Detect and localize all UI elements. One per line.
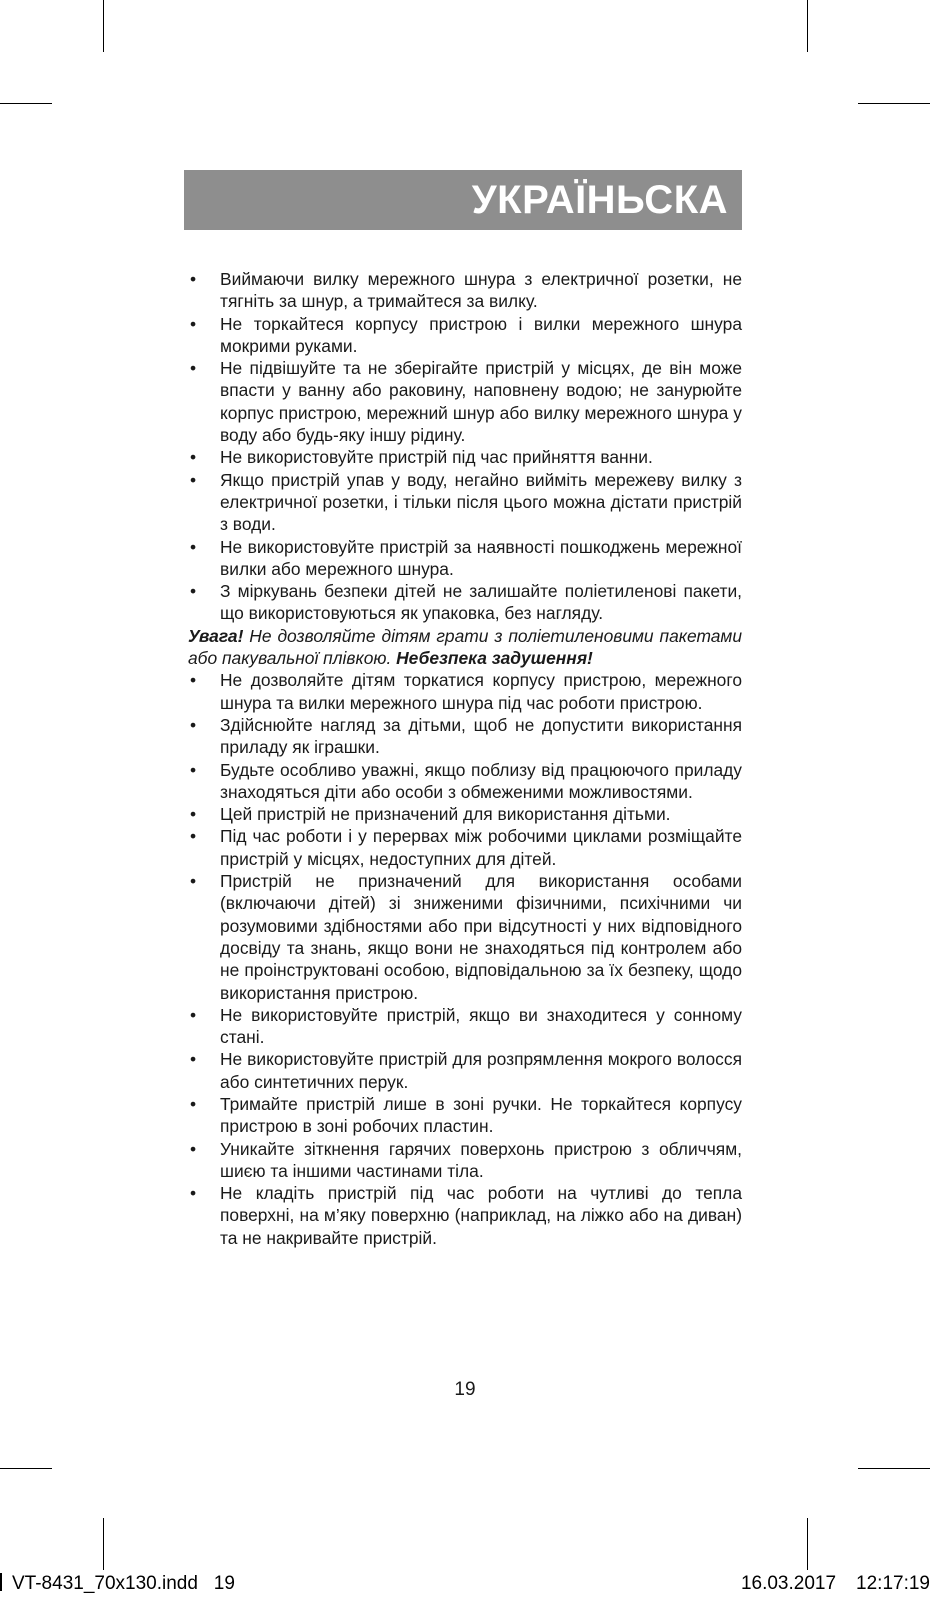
list-item-text: Уникайте зіткнення гарячих поверхонь пристрою з обличчям, шиєю та іншими частинами тіла.: [220, 1138, 742, 1181]
list-item-text: Не використовуйте пристрій за наявності пошкоджень мережної вилки або мережного шнура.: [220, 536, 742, 579]
list-item: [188, 825, 742, 870]
warning-label: Увага!: [188, 625, 244, 646]
bullet-icon: •: [190, 469, 197, 490]
list-item-text: Виймаючи вилку мережного шнура з електричної розетки, не тягніть за шнур, а тримайтеся за вилку.: [220, 269, 742, 312]
slug-date: 16.03.2017: [740, 1573, 837, 1594]
list-item: [188, 1182, 742, 1249]
list-item: [188, 268, 742, 313]
bullet-icon: •: [190, 670, 197, 691]
warning-emphasis: Небезпека задушення!: [396, 648, 593, 669]
warning-paragraph: [188, 625, 742, 670]
list-item-text: Під час роботи і у перервах між робочими циклами розміщайте пристрій у місцях, недоступних для дітей.: [220, 826, 742, 869]
list-item-text: Цей пристрій не призначений для використання дітьми.: [220, 804, 671, 825]
bullet-icon: •: [190, 358, 197, 379]
list-item: [188, 669, 742, 714]
slug-filename: VT-8431_70x130.indd: [12, 1573, 198, 1594]
list-item: [188, 580, 742, 625]
bullet-icon: •: [190, 1093, 197, 1114]
list-item: [188, 313, 742, 358]
print-slug-datetime: [741, 1572, 930, 1596]
safety-list-after-warning: [188, 669, 742, 1249]
list-item-text: Не використовуйте пристрій, якщо ви знаходитеся у сонному стані.: [220, 1004, 742, 1048]
safety-list-before-warning: [188, 268, 742, 625]
list-item-text: Не використовуйте пристрій для розпрямлення мокрого волосся або синтетичних перук.: [220, 1049, 742, 1092]
list-item: [188, 1093, 742, 1138]
list-item: [188, 446, 742, 468]
print-slug-file: [0, 1572, 235, 1596]
list-item-text: З міркувань безпеки дітей не залишайте поліетиленові пакети, що використовуються як упаковка, без нагляду.: [220, 581, 742, 624]
bullet-icon: •: [190, 871, 197, 892]
list-item-text: Якщо пристрій упав у воду, негайно вийміть мережеву вилку з електричної розетки, і тільки після цього можна дістати пристрій з води.: [220, 469, 742, 535]
crop-mark-top-left-horizontal: [0, 103, 52, 104]
list-item: [188, 1048, 742, 1093]
bullet-icon: •: [190, 759, 197, 780]
list-item: [188, 1138, 742, 1183]
list-item-text: Не дозволяйте дітям торкатися корпусу пристрою, мережного шнура та вилки мережного шнура під час роботи пристрою.: [220, 670, 742, 713]
language-header-band: [184, 170, 742, 230]
language-title: УКРАЇНЬСКА: [471, 178, 728, 222]
bullet-icon: •: [190, 1138, 197, 1159]
list-item: [188, 714, 742, 759]
crop-mark-bottom-right-vertical: [807, 1518, 808, 1570]
slug-time: 12:17:19: [856, 1573, 930, 1594]
list-item-text: Здійснюйте нагляд за дітьми, щоб не допустити використання приладу як іграшки.: [220, 714, 742, 758]
bullet-icon: •: [190, 1183, 197, 1204]
list-item-text: Не підвішуйте та не зберігайте пристрій у місцях, де він може впасти у ванну або раковину, наповнену водою; не занурюйте корпус пристрою, мережний шнур або вилку мережного шнура у воду або будь-яку іншу рідину.: [220, 358, 742, 446]
list-item-text: Не використовуйте пристрій під час прийняття ванни.: [220, 447, 653, 468]
bullet-icon: •: [190, 269, 197, 289]
warning-text: Не дозволяйте дітям грати з поліетиленовими пакетами або пакувальної плівкою.: [188, 625, 742, 669]
crop-mark-top-right-vertical: [807, 0, 808, 52]
bullet-icon: •: [190, 581, 197, 602]
bullet-icon: •: [190, 313, 197, 334]
list-item-text: Пристрій не призначений для використання особами (включаючи дітей) зі зниженими фізичними, психічними чи розумовими здібностями або при відсутності у них відповідного досвіду та знань, якщо вони не знаходяться під контролем або не проінструктовані особою, відповідальною за їх безпеку, щодо використання пристрою.: [220, 871, 742, 1003]
list-item: [188, 469, 742, 536]
bullet-icon: •: [190, 714, 197, 735]
slug-mark: [0, 1573, 2, 1591]
list-item: [188, 536, 742, 581]
bullet-icon: •: [190, 826, 197, 847]
crop-mark-top-left-vertical: [103, 0, 104, 52]
slug-page: 19: [213, 1573, 235, 1594]
crop-mark-bottom-left-horizontal: [0, 1468, 52, 1469]
list-item-text: Не кладіть пристрій під час роботи на чутливі до тепла поверхні, на м’яку поверхню (наприклад, на ліжко або на диван) та не накривайте пристрій.: [220, 1183, 742, 1248]
crop-mark-top-right-horizontal: [858, 103, 930, 104]
bullet-icon: •: [190, 536, 197, 557]
list-item: [188, 759, 742, 804]
bullet-icon: •: [190, 447, 197, 468]
page-number: 19: [454, 1379, 476, 1400]
bullet-icon: •: [190, 804, 197, 825]
list-item-text: Не торкайтеся корпусу пристрою і вилки мережного шнура мокрими руками.: [220, 313, 742, 356]
bullet-icon: •: [190, 1004, 197, 1025]
instructions-content: [188, 268, 742, 1249]
bullet-icon: •: [190, 1049, 197, 1070]
list-item: [188, 1004, 742, 1049]
crop-mark-bottom-right-horizontal: [858, 1468, 930, 1469]
list-item-text: Будьте особливо уважні, якщо поблизу від працюючого приладу знаходяться діти або особи з обмеженими можливостями.: [220, 759, 742, 802]
list-item-text: Тримайте пристрій лише в зоні ручки. Не торкайтеся корпусу пристрою в зоні робочих пластин.: [220, 1093, 742, 1137]
list-item: [188, 357, 742, 446]
list-item: [188, 803, 742, 825]
list-item: [188, 870, 742, 1004]
crop-mark-bottom-left-vertical: [103, 1518, 104, 1570]
